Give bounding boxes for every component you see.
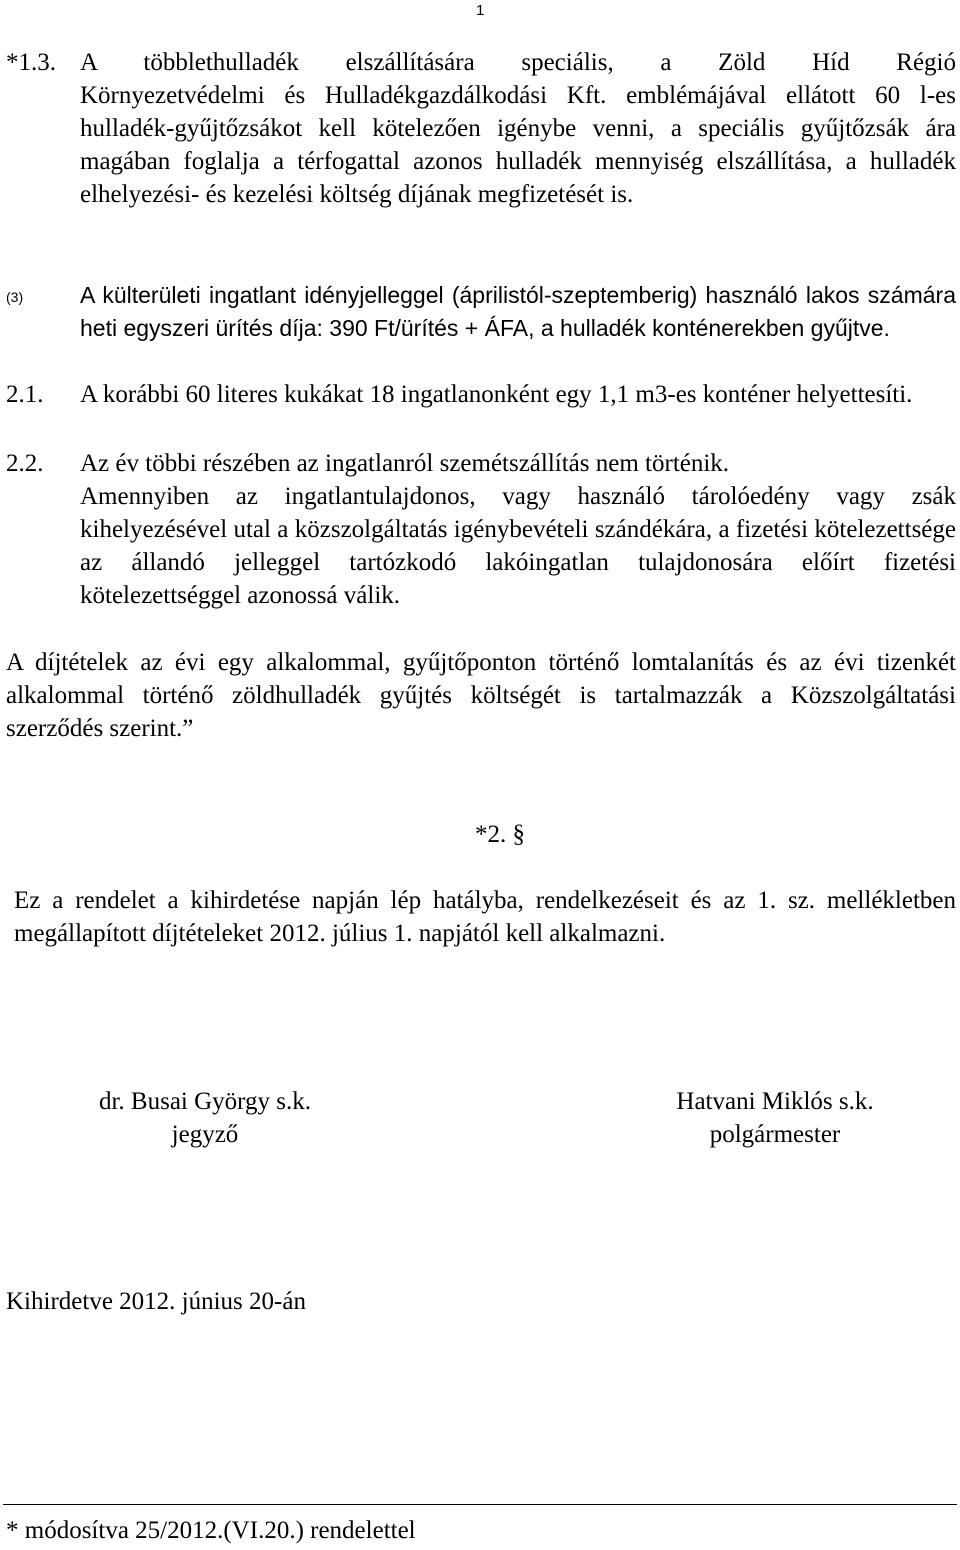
page-number: 1 [476, 2, 485, 19]
item-text [80, 46, 956, 79]
promulgation-date: Kihirdetve 2012. június 20-án [6, 1288, 306, 1315]
signature-right-title: polgármester [709, 1121, 841, 1148]
signature-left-title: jegyző [171, 1121, 239, 1148]
section-heading: *2. § [475, 821, 525, 848]
item-text: A korábbi 60 literes kukákat 18 ingatlanonként egy 1,1 m3-es konténer helyettesíti. [80, 381, 913, 408]
signature-left [60, 1085, 350, 1151]
paragraph-effect: Ez a rendelet a kihirdetése napján lép hatályba, rendelkezéseit és az 1. sz. mellékletben megállapított díjtételeket 2012. július 1. napjától kell alkalmazni. [14, 887, 956, 947]
item-number: 2.2. [6, 450, 44, 477]
item-number: 2.1. [6, 381, 44, 408]
item-text: Az év többi részében az ingatlanról szemétszállítás nem történik. [80, 450, 730, 477]
signature-right-name: Hatvani Miklós s.k. [676, 1088, 874, 1115]
signature-left-name: dr. Busai György s.k. [98, 1088, 312, 1115]
item-text: A külterületi ingatlant idényjelleggel (áprilistól-szeptemberig) használó lakos számára heti egyszeri ürítés díja: 390 Ft/ürítés + ÁFA, a hulladék konténerekben gyűjtve. [80, 282, 956, 341]
footnote: * módosítva 25/2012.(VI.20.) rendelettel [6, 1517, 416, 1544]
item-text-continued: Környezetvédelmi és Hulladékgazdálkodási Kft. emblémájával ellátott 60 l-es hulladék-gyűjtőzsákot kell kötelezően igénybe venni, a speciális gyűjtőzsák ára magában foglalja a térfogattal azonos hulladék mennyiség elszállítása, a hulladék elhelyezési- és kezelési költség díjának megfizetését is. [80, 82, 956, 208]
item-2-2-continued: Amennyiben az ingatlantulajdonos, vagy használó tárolóedény vagy zsák kihelyezésével utal a közszolgáltatás igénybevételi szándékára, a fizetési kötelezettsége az állandó jelleggel tartózkodó lakóingatlan tulajdonosára előírt fizetési kötelezettséggel azonossá válik. [80, 483, 956, 609]
item-number: *1.3. [6, 49, 56, 76]
item-number: (3) [6, 289, 24, 305]
footnote-separator [3, 1504, 957, 1505]
item-text-first-line: A többlethulladék elszállítására speciális, a Zöld Híd Régió [80, 49, 956, 76]
paragraph-fees: A díjtételek az évi egy alkalommal, gyűjtőponton történő lomtalanítás és az évi tizenkét alkalommal történő zöldhulladék gyűjtés költségét is tartalmazzák a Közszolgáltatási szerződés szerint.” [6, 649, 956, 742]
signature-right [640, 1085, 910, 1151]
